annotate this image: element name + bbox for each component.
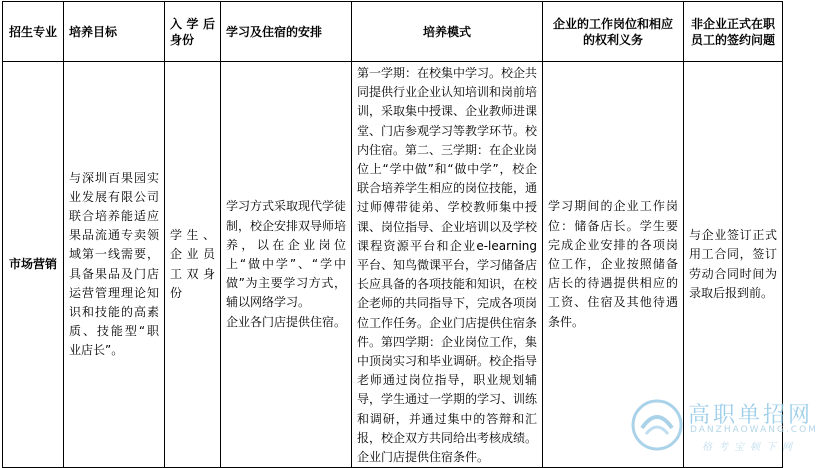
cell-mode: 第一学期：在校集中学习。校企共同提供行业企业认知培训和岗前培训，采取集中授课、企业教师进课堂、门店参观学习等教学环节。校内住宿。第二、三学期：在企业岗位上“学中做”和“做中学”，校企联合培养学生相应的岗位技能，通过师傅带徒弟、学校教师集中授课、岗位指导、企业培训以及学校课程资源平台和企业e-learning平台、知鸟微课平台，学习储备店长应具备的各项技能和知识，在校企老师的共同指导下，完成各项岗位工作任务。企业门店提供住宿条件。第四学期：企业岗位工作，集中顶岗实习和毕业调研。校企指导老师通过岗位指导，职业规划辅导，学生通过一学期的学习、训练和调研，并通过集中的答辩和汇报，校企双方共同给出考核成绩。企业门店提供住宿条件。 xyxy=(352,62,543,468)
watermark-logo-icon xyxy=(630,398,684,456)
cell-rights: 学习期间的企业工作岗位：储备店长。学生要完成企业安排的各项岗位工作，企业按照储备店长的待遇提供相应的工资、住宿及其他待遇条件。 xyxy=(543,62,684,468)
header-arrangement: 学习及住宿的安排 xyxy=(221,2,352,62)
header-major: 招生专业 xyxy=(3,2,64,62)
cell-contract: 与企业签订正式用工合同，签订劳动合同时间为录取后报到前。 xyxy=(684,62,783,468)
header-mode: 培养模式 xyxy=(352,2,543,62)
cell-major: 市场营销 xyxy=(3,62,64,468)
watermark xyxy=(628,396,824,456)
table-header-row xyxy=(3,2,783,62)
arrangement-study: 学习方式采取现代学徒制，校企安排双导师培养，以在企业岗位上“做中学”、“学中做”为主要学习方式，辅以网络学习。 xyxy=(226,199,347,310)
header-rights: 企业的工作岗位和相应的权利义务 xyxy=(543,2,684,62)
header-identity: 入学后身份 xyxy=(165,2,221,62)
header-goal: 培养目标 xyxy=(64,2,165,62)
watermark-url: DANZHAOWANG.COM xyxy=(690,425,818,435)
cell-identity: 学生、企业员工双身份 xyxy=(165,62,221,468)
arrangement-housing: 企业各门店提供住宿。 xyxy=(226,314,347,329)
watermark-slogan: 格考宝顿下网 xyxy=(702,442,798,453)
cell-goal: 与深圳百果园实业发展有限公司联合培养能适应果品流通专卖领域第一线需要，具备果品及门店运营管理理论知识和技能的高素质、技能型“职业店长”。 xyxy=(64,62,165,468)
cell-arrangement xyxy=(221,62,352,468)
watermark-title: 高职单招网 xyxy=(688,403,814,428)
header-contract: 非企业正式在职员工的签约问题 xyxy=(684,2,783,62)
